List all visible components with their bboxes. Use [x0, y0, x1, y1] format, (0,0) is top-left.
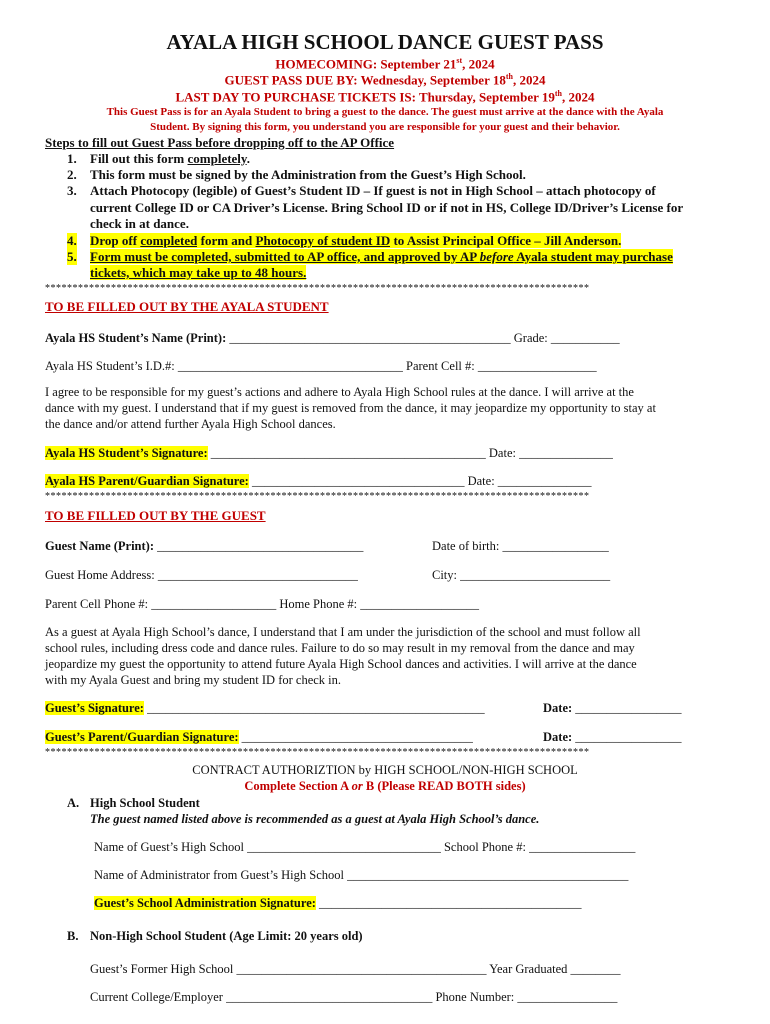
year-graduated-field[interactable]: ________: [570, 962, 621, 976]
student-name-field[interactable]: _____________________________________________: [229, 331, 511, 345]
contract-heading: CONTRACT AUTHORIZTION by HIGH SCHOOL/NON-HIGH SCHOOL: [192, 763, 578, 777]
guest-parent-date-field[interactable]: _________________: [575, 730, 682, 744]
guest-name-field[interactable]: _________________________________: [157, 539, 364, 553]
student-agreement-line-2: dance with my guest. I understand that if my guest is removed from the dance, it may jeopardize my opportunity to stay at: [45, 401, 656, 415]
former-high-school-row: Guest’s Former High School ________________________________________ Year Graduated ________: [90, 962, 621, 976]
contract-subheading: Complete Section A or B (Please READ BOTH sides): [244, 779, 526, 793]
guest-home-phone-field[interactable]: ___________________: [360, 597, 480, 611]
step-2: 2.: [67, 167, 77, 182]
guest-dob-row: Date of birth: _________________: [432, 539, 609, 553]
section-a-title: High School Student: [90, 796, 200, 810]
steps-heading: Steps to fill out Guest Pass before dropping off to the AP Office: [45, 135, 395, 150]
step-3: 3.: [67, 183, 77, 198]
homecoming-date: HOMECOMING: September 21st, 2024: [275, 56, 495, 72]
school-phone-field[interactable]: _________________: [529, 840, 636, 854]
section-a-label: A.: [67, 796, 80, 810]
guest-city-field[interactable]: ________________________: [460, 568, 611, 582]
phone-number-field[interactable]: ________________: [517, 990, 618, 1004]
student-agreement-line-1: I agree to be responsible for my guest’s actions and adhere to Ayala High School rules at the dance. I will arrive at the: [45, 385, 634, 399]
student-id-row: Ayala HS Student’s I.D.#: ____________________________________ Parent Cell #: ___________________: [45, 359, 597, 373]
step-4: 4.: [67, 233, 77, 248]
student-name-row: Ayala HS Student’s Name (Print): _____________________________________________ Grade: ___________: [45, 331, 620, 345]
guest-signature-date-row: Date: _________________: [543, 701, 682, 715]
guest-agreement-line-3: jeopardize my guest the opportunity to attend future Ayala High School dances and activities. I will arrive at the dance: [45, 657, 637, 671]
guest-section-heading: TO BE FILLED OUT BY THE GUEST: [45, 508, 266, 523]
guest-parent-signature-field[interactable]: _____________________________________: [238, 730, 473, 744]
guest-city-row: City: ________________________: [432, 568, 611, 582]
guest-signature-field[interactable]: ______________________________________________________: [143, 701, 485, 715]
administrator-name-field[interactable]: _____________________________________________: [347, 868, 629, 882]
guest-parent-date-row: Date: _________________: [543, 730, 682, 744]
step-5: 5.: [67, 249, 77, 264]
student-signature-date-field[interactable]: _______________: [519, 446, 613, 460]
divider: ***************************************************************************************************: [45, 747, 590, 758]
step-3-line-2: current College ID or CA Driver’s License. Bring School ID or if not in HS, College ID/Driver’s License for: [90, 200, 684, 215]
guest-high-school-row: Name of Guest’s High School _______________________________ School Phone #: _________________: [94, 840, 636, 854]
due-date: GUEST PASS DUE BY: Wednesday, September 18th, 2024: [224, 72, 546, 88]
step-1-text: Fill out this form completely.: [90, 151, 250, 166]
grade-field[interactable]: ___________: [550, 331, 620, 345]
guest-address-row: Guest Home Address: ________________________________: [45, 568, 358, 582]
step-1: 1.: [67, 151, 77, 166]
notice-line-1: This Guest Pass is for an Ayala Student to bring a guest to the dance. The guest must arrive at the dance with the Ayala: [106, 106, 664, 118]
student-parent-signature-row: Ayala HS Parent/Guardian Signature: __________________________________ Date: _______________: [45, 474, 592, 488]
student-agreement-line-3: the dance and/or attend further Ayala High School dances.: [45, 417, 336, 431]
step-5-line-2: tickets, which may take up to 48 hours.: [90, 265, 307, 280]
guest-signature-date-field[interactable]: _________________: [575, 701, 682, 715]
college-employer-row: Current College/Employer _________________________________ Phone Number: ________________: [90, 990, 618, 1004]
administration-signature-row: Guest’s School Administration Signature: __________________________________________: [94, 896, 582, 910]
student-section-heading: TO BE FILLED OUT BY THE AYALA STUDENT: [45, 299, 329, 314]
student-id-field[interactable]: ____________________________________: [177, 359, 403, 373]
college-employer-field[interactable]: _________________________________: [226, 990, 433, 1004]
guest-dob-field[interactable]: _________________: [502, 539, 609, 553]
student-signature-row: Ayala HS Student’s Signature: ____________________________________________ Date: _______________: [45, 446, 613, 460]
step-3-line-1: Attach Photocopy (legible) of Guest’s Student ID – If guest is not in High School – attach photocopy of: [90, 183, 656, 198]
divider: ***************************************************************************************************: [45, 283, 590, 294]
step-2-text: This form must be signed by the Administration from the Guest’s High School.: [90, 167, 526, 182]
guest-agreement-line-4: with my Ayala Guest and bring my student ID for check in.: [45, 673, 342, 687]
guest-high-school-field[interactable]: _______________________________: [247, 840, 441, 854]
former-high-school-field[interactable]: ________________________________________: [236, 962, 487, 976]
guest-parent-signature-row: Guest’s Parent/Guardian Signature: _____________________________________: [45, 730, 473, 744]
parent-cell-field[interactable]: ___________________: [477, 359, 597, 373]
administrator-name-row: Name of Administrator from Guest’s High School _____________________________________________: [94, 868, 629, 882]
step-3-line-3: check in at dance.: [90, 216, 189, 231]
last-day-date: LAST DAY TO PURCHASE TICKETS IS: Thursday, September 19th, 2024: [175, 89, 595, 105]
student-parent-date-field[interactable]: _______________: [497, 474, 592, 488]
step-5-line-1: Form must be completed, submitted to AP office, and approved by AP before Ayala student may purchase: [90, 249, 673, 264]
document-title: AYALA HIGH SCHOOL DANCE GUEST PASS: [166, 30, 604, 54]
step-4-text: Drop off completed form and Photocopy of student ID to Assist Principal Office – Jill Anderson.: [90, 233, 622, 248]
divider: ***************************************************************************************************: [45, 491, 590, 502]
administration-signature-field[interactable]: __________________________________________: [315, 896, 582, 910]
guest-address-field[interactable]: ________________________________: [157, 568, 358, 582]
section-a-note: The guest named listed above is recommended as a guest at Ayala High School’s dance.: [90, 812, 540, 826]
student-parent-signature-field[interactable]: __________________________________: [248, 474, 465, 488]
section-b-title: Non-High School Student (Age Limit: 20 years old): [90, 929, 363, 943]
guest-name-row: Guest Name (Print): _________________________________: [45, 539, 364, 553]
guest-signature-row: Guest’s Signature: ______________________________________________________: [45, 701, 485, 715]
guest-agreement-line-1: As a guest at Ayala High School’s dance, I understand that I am under the jurisdiction of the school and must follow all: [45, 625, 641, 639]
section-b-label: B.: [67, 929, 79, 943]
notice-line-2: Student. By signing this form, you understand you are responsible for your guest and their behavior.: [150, 121, 620, 133]
student-signature-field[interactable]: ____________________________________________: [207, 446, 486, 460]
guest-parent-cell-field[interactable]: ____________________: [151, 597, 277, 611]
guest-agreement-line-2: school rules, including dress code and dance rules. Failure to do so may result in my removal from the dance and may: [45, 641, 635, 655]
guest-phone-row: Parent Cell Phone #: ____________________ Home Phone #: ___________________: [45, 597, 480, 611]
